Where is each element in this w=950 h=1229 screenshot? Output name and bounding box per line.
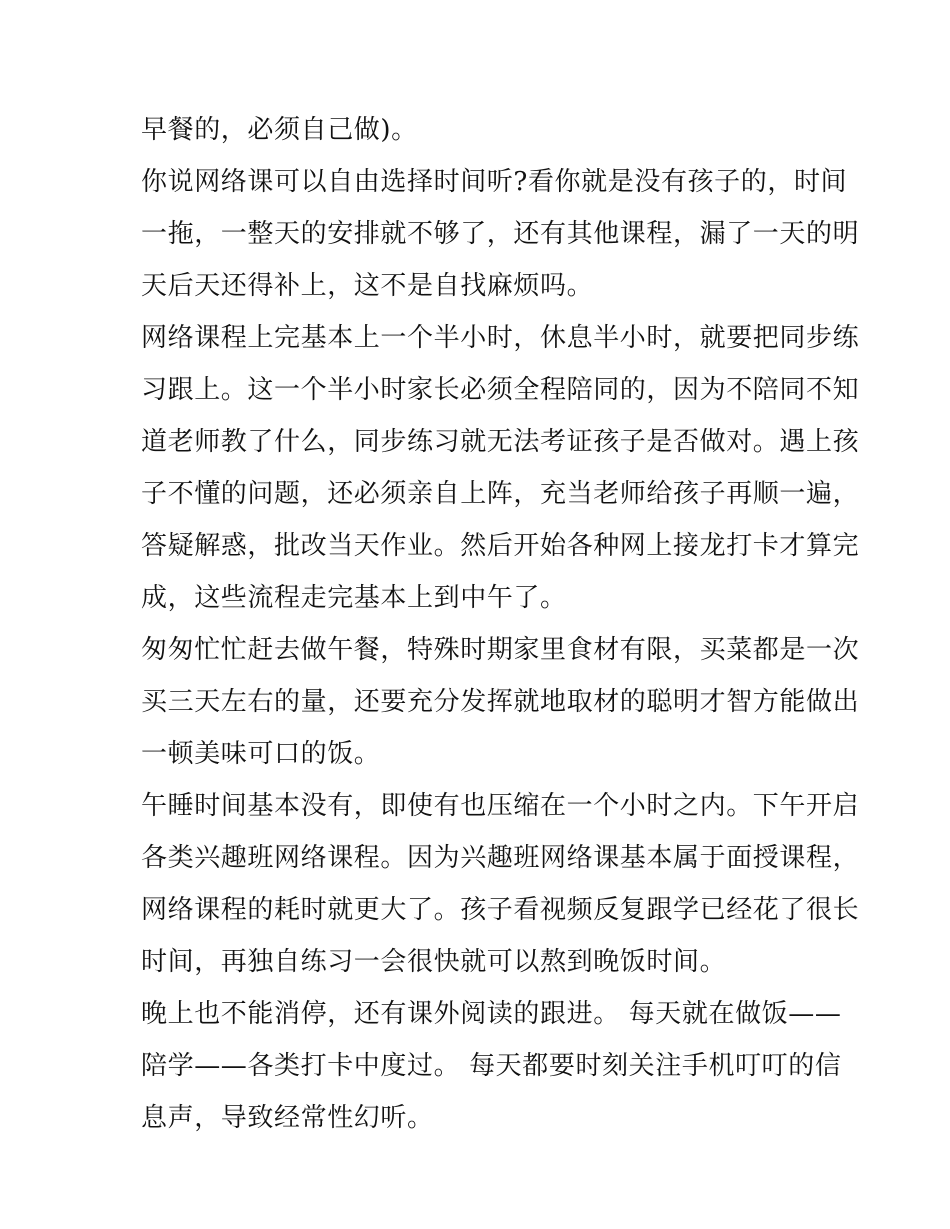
text-line: 一顿美味可口的饭。 xyxy=(141,739,381,769)
text-line: 息声，导致经常性幻听。 xyxy=(141,1103,434,1133)
text-line: 你说网络课可以自由选择时间听?看你就是没有孩子的，时间 xyxy=(141,167,848,197)
text-line: 成，这些流程走完基本上到中午了。 xyxy=(141,583,567,613)
text-line: 午睡时间基本没有，即使有也压缩在一个小时之内。下午开启 xyxy=(141,791,860,821)
text-line: 网络课程上完基本上一个半小时，休息半小时，就要把同步练 xyxy=(141,323,860,353)
text-line: 晚上也不能消停，还有课外阅读的跟进。 每天就在做饭—— xyxy=(141,999,842,1029)
text-line: 各类兴趣班网络课程。因为兴趣班网络课基本属于面授课程， xyxy=(141,843,860,873)
text-line: 答疑解惑，批改当天作业。然后开始各种网上接龙打卡才算完 xyxy=(141,531,860,561)
text-line: 一拖，一整天的安排就不够了，还有其他课程，漏了一天的明 xyxy=(141,219,860,249)
body-text xyxy=(141,104,860,1144)
text-line: 匆匆忙忙赶去做午餐，特殊时期家里食材有限，买菜都是一次 xyxy=(141,635,860,665)
text-line: 习跟上。这一个半小时家长必须全程陪同的，因为不陪同不知 xyxy=(141,375,860,405)
text-line: 道老师教了什么，同步练习就无法考证孩子是否做对。遇上孩 xyxy=(141,427,860,457)
text-line: 陪学——各类打卡中度过。 每天都要时刻关注手机叮叮的信 xyxy=(141,1051,842,1081)
text-line: 早餐的，必须自己做)。 xyxy=(141,115,418,145)
text-line: 时间，再独自练习一会很快就可以熬到晚饭时间。 xyxy=(141,947,727,977)
text-line: 天后天还得补上，这不是自找麻烦吗。 xyxy=(141,271,594,301)
text-line: 网络课程的耗时就更大了。孩子看视频反复跟学已经花了很长 xyxy=(141,895,860,925)
text-line: 买三天左右的量，还要充分发挥就地取材的聪明才智方能做出 xyxy=(141,687,860,717)
text-line: 子不懂的问题，还必须亲自上阵，充当老师给孩子再顺一遍， xyxy=(141,479,860,509)
